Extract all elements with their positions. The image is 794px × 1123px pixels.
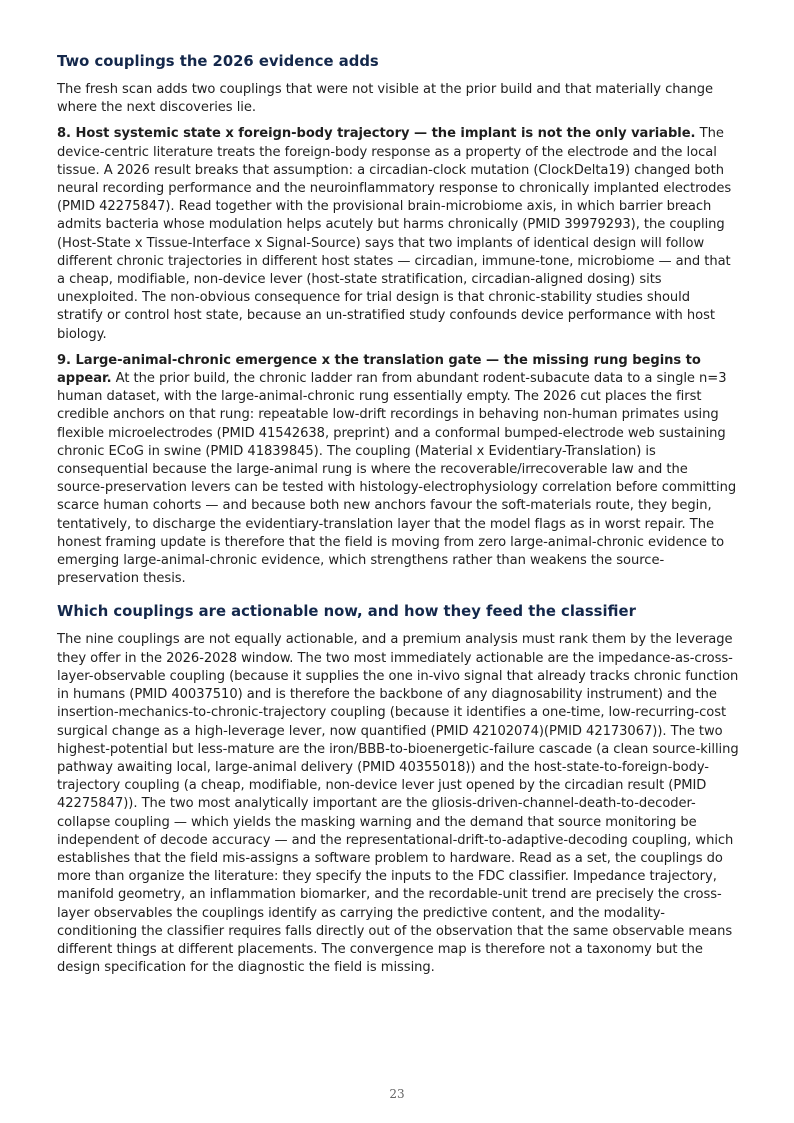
coupling-8-paragraph bbox=[57, 125, 739, 343]
coupling-9-lead: 9. Large-animal-chronic emergence x the translation gate — the missing rung begins to appear. bbox=[57, 352, 701, 387]
actionable-couplings-paragraph: The nine couplings are not equally actionable, and a premium analysis must rank them by the leverage they offer in the 2026-2028 window. The two most immediately actionable are the impedance-as-cross-layer-observable coupling (because it supplies the one in-vivo signal that already tracks chronic function in humans (PMID 40037510) and is therefore the backbone of any diagnosability instrument) and the insertion-mechanics-to-chronic-trajectory coupling (because it identifies a one-time, low-recurring-cost surgical change as a high-leverage lever, now quantified (PMID 42102074)(PMID 42173067)). The two highest-potential but less-mature are the iron/BBB-to-bioenergetic-failure cascade (a clean source-killing pathway awaiting local, large-animal delivery (PMID 40355018)) and the host-state-to-foreign-body-trajectory coupling (a cheap, modifiable, non-device lever just opened by the circadian result (PMID 42275847)). The two most analytically important are the gliosis-driven-channel-death-to-decoder-collapse coupling — which yields the masking warning and the demand that source monitoring be independent of decode accuracy — and the representational-drift-to-adaptive-decoding coupling, which establishes that the field mis-assigns a software problem to hardware. Read as a set, the couplings do more than organize the literature: they specify the inputs to the FDC classifier. Impedance trajectory, manifold geometry, an inflammation biomarker, and the recordable-unit trend are precisely the cross-layer observables the couplings identify as carrying the predictive content, and the modality-conditioning the classifier requires falls directly out of the observation that the same observable means different things at different placements. The convergence map is therefore not a taxonomy but the design specification for the diagnostic the field is missing. bbox=[57, 632, 739, 976]
section-heading-new-couplings: Two couplings the 2026 evidence adds bbox=[57, 53, 379, 70]
document-page bbox=[57, 52, 739, 985]
section-intro-paragraph: The fresh scan adds two couplings that were not visible at the prior build and that materially change where the next discoveries lie. bbox=[57, 82, 713, 116]
coupling-9-body: At the prior build, the chronic ladder ran from abundant rodent-subacute data to a single n=3 human dataset, with the large-animal-chronic rung essentially empty. The 2026 cut places the first credible anchors on that rung: repeatable low-drift recordings in behaving non-human primates using flexible microelectrodes (PMID 41542638, preprint) and a conformal bumped-electrode web sustaining chronic ECoG in swine (PMID 41839845). The coupling (Material x Evidentiary-Translation) is consequential because the large-animal rung is where the recoverable/​irrecoverable law and the source-preservation levers can be tested with histology-electrophysiology correlation before committing scarce human cohorts — and because both new anchors favour the soft-materials route, they begin, tentatively, to discharge the evidentiary-translation layer that the model flags as in worst repair. The honest framing update is therefore that the field is moving from zero large-animal-chronic evidence to emerging large-animal-chronic evidence, which strengthens rather than weakens the source-preservation thesis. bbox=[57, 371, 737, 587]
coupling-8-lead: 8. Host systemic state x foreign-body trajectory — the implant is not the only variable. bbox=[57, 126, 696, 142]
coupling-8-body: The device-centric literature treats the foreign-body response as a property of the electrode and the local tissue. A 2026 result breaks that assumption: a circadian-clock mutation (ClockDelta19) changed both neural recording performance and the neuroinflammatory response to chronically implanted electrodes (PMID 42275847). Read together with the provisional brain-microbiome axis, in which barrier breach admits bacteria whose modulation helps acutely but harms chronically (PMID 39979293), the coupling (Host-State x Tissue-Interface x Signal-Source) says that two implants of identical design will follow different chronic trajectories in different host states — circadian, immune-tone, microbiome — and that a cheap, modifiable, non-device lever (host-state stratification, circadian-aligned dosing) sits unexploited. The non-obvious consequence for trial design is that chronic-stability studies should stratify or control host state, because an un-stratified study confounds device performance with host biology. bbox=[57, 126, 732, 342]
section-heading-actionable-couplings: Which couplings are actionable now, and how they feed the classifier bbox=[57, 603, 636, 621]
page-number: 23 bbox=[389, 1087, 405, 1101]
coupling-9-paragraph bbox=[57, 352, 739, 589]
